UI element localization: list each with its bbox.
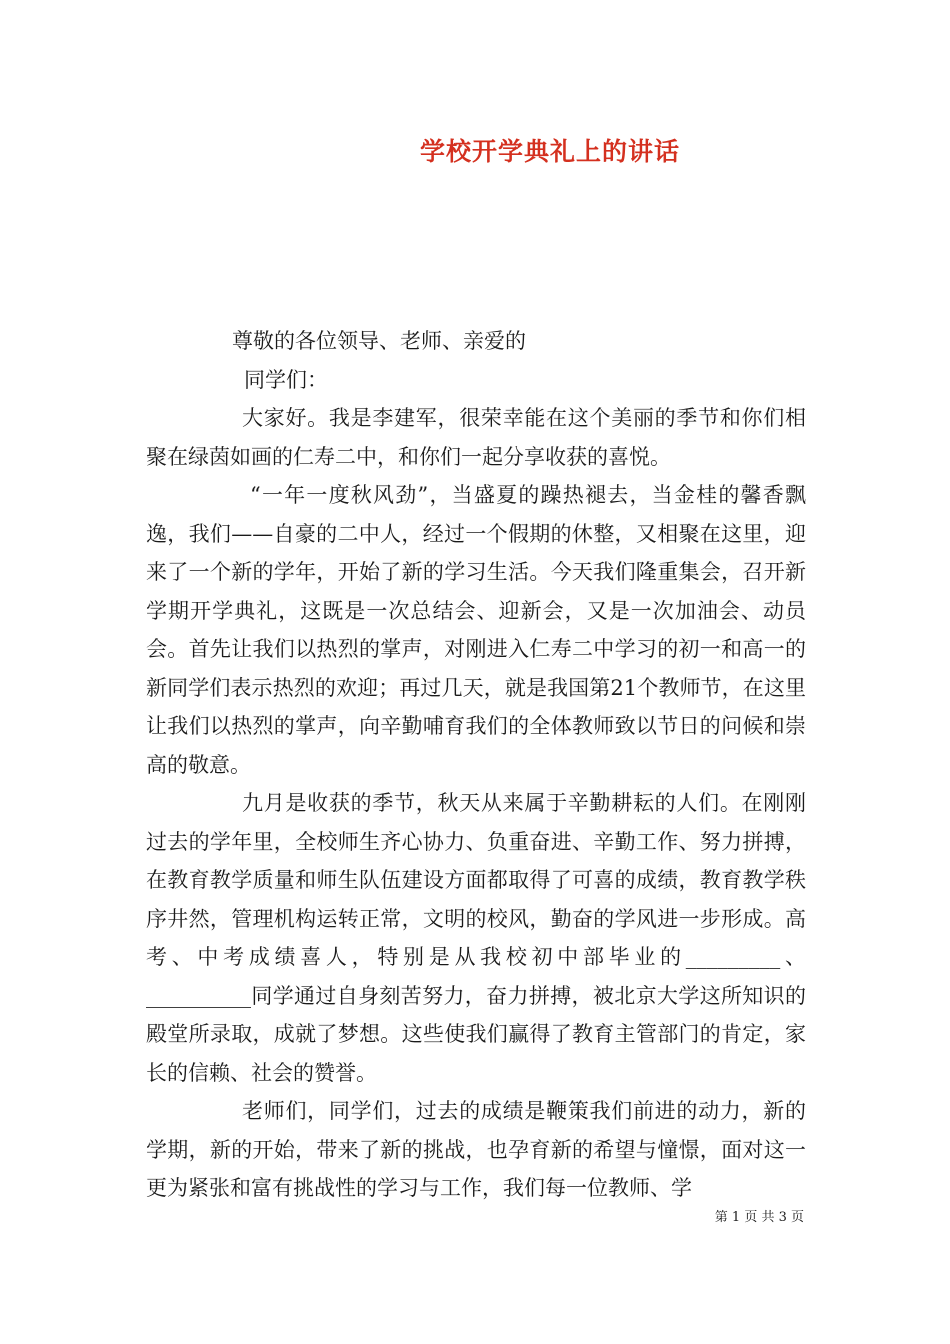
- paragraph-1: 大家好。我是李建军，很荣幸能在这个美丽的季节和你们相聚在绿茵如画的仁寿二中，和你们一起分享收获的喜悦。: [146, 406, 806, 469]
- document-title: 学校开学典礼上的讲话: [419, 137, 680, 166]
- salutation-line-2: 同学们：: [244, 367, 328, 392]
- paragraph-2: “一年一度秋风劲”，当盛夏的躁热褪去，当金桂的馨香飘逸，我们——自豪的二中人，经过一个假期的休整，又相聚在这里，迎来了一个新的学年，开始了新的学习生活。今天我们隆重集会，召开新学期开学典礼，这既是一次总结会、迎新会，又是一次加油会、动员会。首先让我们以热烈的掌声，对刚进入仁寿二中学习的初一和高一的新同学们表示热烈的欢迎；再过几天，就是我国第21个教师节，在这里让我们以热烈的掌声，向辛勤哺育我们的全体教师致以节日的问候和崇高的敬意。: [146, 483, 806, 777]
- paragraph-3: 九月是收获的季节，秋天从来属于辛勤耕耘的人们。在刚刚过去的学年里，全校师生齐心协力、负重奋进、辛勤工作、努力拼搏，在教育教学质量和师生队伍建设方面都取得了可喜的成绩，教育教学秩序井然，管理机构运转正常，文明的校风，勤奋的学风进一步形成。高考、中考成绩喜人，特别是从我校初中部毕业的_________、__________同学通过自身刻苦努力，奋力拼搏，被北京大学这所知识的殿堂所录取，成就了梦想。这些使我们赢得了教育主管部门的肯定，家长的信赖、社会的赞誉。: [146, 791, 806, 1085]
- document-body: [146, 322, 806, 1208]
- salutation-line-1: 尊敬的各位领导、老师、亲爱的: [232, 329, 526, 353]
- paragraph-4: 老师们，同学们，过去的成绩是鞭策我们前进的动力，新的学期，新的开始，带来了新的挑战，也孕育新的希望与憧憬，面对这一更为紧张和富有挑战性的学习与工作，我们每一位教师、学: [146, 1099, 806, 1200]
- page-number-footer: 第 1 页 共 3 页: [714, 1210, 804, 1225]
